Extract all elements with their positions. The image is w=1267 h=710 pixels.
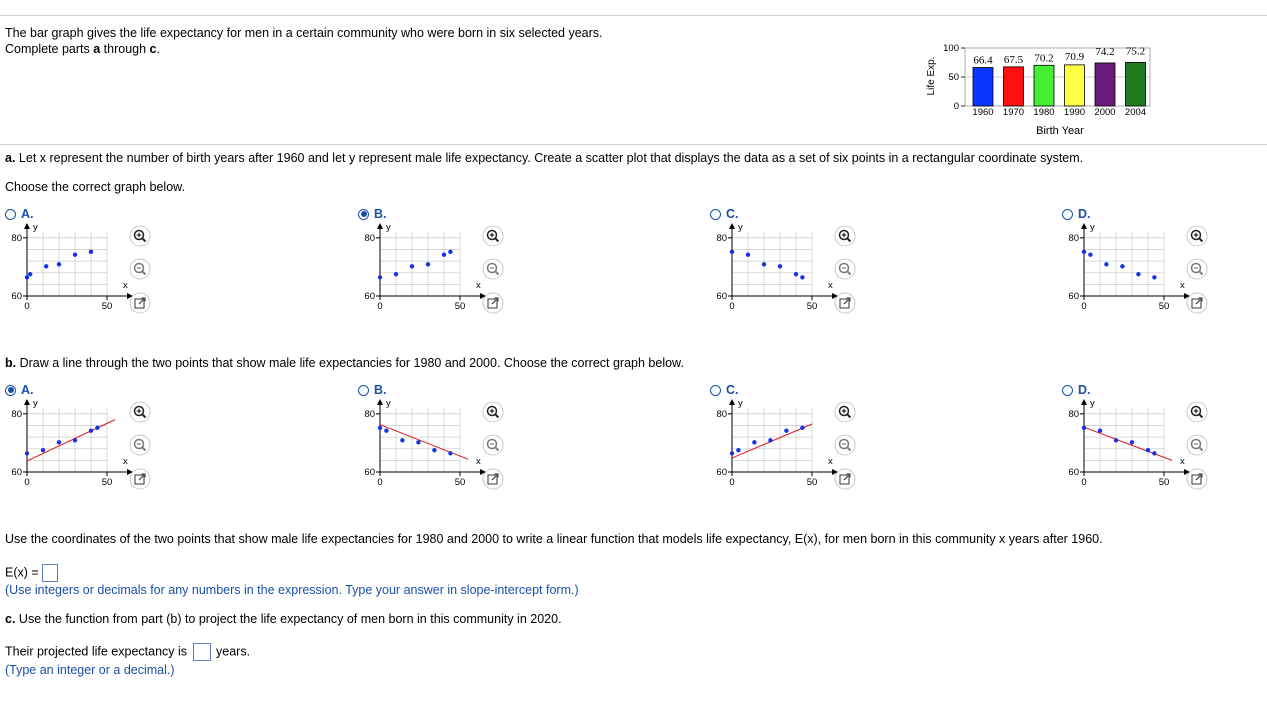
radio-button[interactable] xyxy=(710,385,721,396)
data-point xyxy=(1152,275,1156,279)
y-tick-60: 60 xyxy=(11,291,22,302)
data-point xyxy=(730,451,734,455)
part-c-question xyxy=(5,612,562,627)
zoom-out-icon[interactable] xyxy=(1186,434,1208,456)
data-point xyxy=(89,428,93,432)
bar-value-label-1980: 70.2 xyxy=(1034,52,1054,65)
part-b-option-a[interactable] xyxy=(5,383,34,397)
radio-button[interactable] xyxy=(710,209,721,220)
x-tick-0: 0 xyxy=(729,301,735,312)
data-point xyxy=(25,275,29,279)
part-a-option-d[interactable] xyxy=(1062,207,1091,221)
radio-button[interactable] xyxy=(358,385,369,396)
part-a-graph-d xyxy=(1058,222,1193,322)
y-tick-80: 80 xyxy=(11,232,22,244)
y-tick-60: 60 xyxy=(1068,467,1079,478)
part-c-answer-post: years. xyxy=(216,644,251,659)
zoom-out-icon[interactable] xyxy=(482,258,504,280)
x-axis-label: x xyxy=(1180,280,1185,291)
radio-button[interactable] xyxy=(1062,209,1073,220)
x-tick-50: 50 xyxy=(806,301,818,312)
intro-line-1: The bar graph gives the life expectancy for men in a certain community who were born in six selected years. xyxy=(5,26,603,40)
y-tick-60: 60 xyxy=(364,291,375,302)
y-axis-label: y xyxy=(738,398,743,409)
data-point xyxy=(730,250,734,254)
x-axis-label: x xyxy=(1180,456,1185,467)
zoom-in-icon[interactable] xyxy=(1186,225,1208,247)
popout-icon[interactable] xyxy=(834,468,856,490)
data-point xyxy=(400,438,404,442)
x-tick-50: 50 xyxy=(454,301,466,312)
bar-ytick-label-0: 0 xyxy=(953,101,959,112)
option-letter: A. xyxy=(21,207,34,221)
bar-value-label-2000: 74.2 xyxy=(1095,45,1115,58)
part-a-prompt: Choose the correct graph below. xyxy=(5,180,185,194)
y-axis-label: y xyxy=(33,222,38,233)
part-a-option-b[interactable] xyxy=(358,207,387,221)
x-tick-50: 50 xyxy=(1158,477,1170,488)
data-point xyxy=(448,250,452,254)
y-tick-80: 80 xyxy=(11,408,22,420)
part-b-graph-c xyxy=(706,398,841,498)
popout-icon[interactable] xyxy=(129,468,151,490)
data-point xyxy=(752,440,756,444)
x-axis-label: x xyxy=(123,456,128,467)
option-letter: B. xyxy=(374,383,387,397)
radio-button[interactable] xyxy=(358,209,369,220)
bar-category-label-2004: 2004 xyxy=(1124,107,1147,118)
zoom-in-icon[interactable] xyxy=(129,401,151,423)
popout-icon[interactable] xyxy=(1186,292,1208,314)
x-axis-label: x xyxy=(123,280,128,291)
zoom-in-icon[interactable] xyxy=(834,225,856,247)
data-point xyxy=(1098,428,1102,432)
data-point xyxy=(44,264,48,268)
part-c-answer-pre: Their projected life expectancy is xyxy=(5,644,188,659)
part-c-label: c. xyxy=(5,612,16,626)
data-point xyxy=(41,448,45,452)
option-letter: D. xyxy=(1078,207,1091,221)
y-axis-label: y xyxy=(1090,398,1095,409)
zoom-in-icon[interactable] xyxy=(834,401,856,423)
x-tick-0: 0 xyxy=(24,301,30,312)
data-point xyxy=(1120,264,1124,268)
data-point xyxy=(736,448,740,452)
zoom-out-icon[interactable] xyxy=(1186,258,1208,280)
part-c-text: Use the function from part (b) to project the life expectancy of men born in this community in 2020. xyxy=(15,612,562,626)
part-a-label: a. xyxy=(5,151,16,165)
data-point xyxy=(448,451,452,455)
part-a-graph-a xyxy=(1,222,136,322)
y-tick-60: 60 xyxy=(716,467,727,478)
y-tick-60: 60 xyxy=(11,467,22,478)
bar-category-label-1980: 1980 xyxy=(1033,107,1055,118)
option-letter: B. xyxy=(374,207,387,221)
radio-button[interactable] xyxy=(5,385,16,396)
y-tick-80: 80 xyxy=(1068,232,1079,244)
x-tick-0: 0 xyxy=(729,477,735,488)
intro-a: a xyxy=(93,42,101,56)
part-b-followup: Use the coordinates of the two points that show male life expectancies for 1980 and 2000 to write a linear function that models life expectancy, E(x), for men born in this community x years after 1960. xyxy=(5,532,1103,546)
y-tick-60: 60 xyxy=(716,291,727,302)
data-point xyxy=(378,426,382,430)
part-b-hint: (Use integers or decimals for any numbers in the expression. Type your answer in slope-intercept form.) xyxy=(5,583,579,597)
top-divider xyxy=(0,15,1267,16)
part-b-graph-b xyxy=(354,398,489,498)
x-axis-label: x xyxy=(828,456,833,467)
x-axis-label: x xyxy=(828,280,833,291)
part-a-graph-b xyxy=(354,222,489,322)
zoom-out-icon[interactable] xyxy=(129,434,151,456)
option-letter: A. xyxy=(21,383,34,397)
y-tick-80: 80 xyxy=(716,408,727,420)
data-point xyxy=(442,252,446,256)
data-point xyxy=(768,438,772,442)
y-axis-label: y xyxy=(1090,222,1095,233)
part-a-option-c[interactable] xyxy=(710,207,739,221)
intro-c: c xyxy=(149,42,157,56)
y-tick-80: 80 xyxy=(364,232,375,244)
part-b-graph-d xyxy=(1058,398,1193,498)
data-point xyxy=(1146,448,1150,452)
zoom-out-icon[interactable] xyxy=(834,434,856,456)
bar-1980 xyxy=(1034,65,1054,106)
part-c-answer-row xyxy=(5,643,250,661)
x-tick-0: 0 xyxy=(377,477,383,488)
popout-icon[interactable] xyxy=(1186,468,1208,490)
data-point xyxy=(426,262,430,266)
bar-value-label-1970: 67.5 xyxy=(1003,53,1024,66)
data-point xyxy=(1082,250,1086,254)
data-point xyxy=(394,272,398,276)
ex-answer-input[interactable] xyxy=(42,564,58,582)
x-tick-50: 50 xyxy=(1158,301,1170,312)
model-line xyxy=(1084,427,1172,460)
data-point xyxy=(778,264,782,268)
radio-button[interactable] xyxy=(1062,385,1073,396)
part-b-option-c[interactable] xyxy=(710,383,739,397)
data-point xyxy=(95,426,99,430)
x-tick-0: 0 xyxy=(24,477,30,488)
bar-value-label-1960: 66.4 xyxy=(973,54,993,67)
data-point xyxy=(57,440,61,444)
x-tick-50: 50 xyxy=(806,477,818,488)
zoom-in-icon[interactable] xyxy=(129,225,151,247)
y-tick-80: 80 xyxy=(1068,408,1079,420)
zoom-out-icon[interactable] xyxy=(482,434,504,456)
x-tick-50: 50 xyxy=(101,477,113,488)
part-a-option-a[interactable] xyxy=(5,207,34,221)
y-axis-label: y xyxy=(33,398,38,409)
y-tick-60: 60 xyxy=(1068,291,1079,302)
bar-ytick-label-100: 100 xyxy=(943,43,959,54)
data-point xyxy=(25,451,29,455)
part-b-label: b. xyxy=(5,356,17,370)
bar-1960 xyxy=(973,67,993,106)
x-tick-0: 0 xyxy=(1081,301,1087,312)
option-letter: D. xyxy=(1078,383,1091,397)
projected-expectancy-input[interactable] xyxy=(193,643,211,661)
bar-ytick-label-50: 50 xyxy=(948,72,959,83)
y-tick-80: 80 xyxy=(716,232,727,244)
option-letter: C. xyxy=(726,383,739,397)
bar-2000 xyxy=(1095,63,1115,106)
data-point xyxy=(1104,262,1108,266)
part-b-answer-row xyxy=(5,564,58,582)
data-point xyxy=(410,264,414,268)
bar-category-label-1990: 1990 xyxy=(1063,107,1086,118)
part-b-question xyxy=(5,356,684,371)
data-point xyxy=(762,262,766,266)
intro-pre: Complete parts xyxy=(5,42,94,56)
zoom-out-icon[interactable] xyxy=(129,258,151,280)
data-point xyxy=(1152,451,1156,455)
x-axis-label: x xyxy=(476,456,481,467)
data-point xyxy=(416,440,420,444)
bar-value-label-1990: 70.9 xyxy=(1064,50,1085,63)
data-point xyxy=(800,275,804,279)
life-expectancy-bar-chart xyxy=(920,36,1160,142)
zoom-out-icon[interactable] xyxy=(834,258,856,280)
data-point xyxy=(794,272,798,276)
intro-mid: through xyxy=(100,42,150,56)
x-tick-50: 50 xyxy=(101,301,113,312)
part-a-question xyxy=(5,151,1083,166)
intro-end: . xyxy=(156,42,160,56)
bar-2004 xyxy=(1126,62,1146,106)
part-a-text: Let x represent the number of birth years after 1960 and let y represent male life expectancy. Create a scatter plot that displays the data as a set of six points in a rectangular coordinate system. xyxy=(15,151,1084,165)
bar-value-label-2004: 75.2 xyxy=(1125,45,1146,58)
data-point xyxy=(746,252,750,256)
y-axis-label: y xyxy=(386,398,391,409)
data-point xyxy=(73,252,77,256)
data-point xyxy=(1114,438,1118,442)
data-point xyxy=(73,438,77,442)
radio-button[interactable] xyxy=(5,209,16,220)
part-a-graph-c xyxy=(706,222,841,322)
bar-xlabel: Birth Year xyxy=(1036,125,1084,137)
zoom-in-icon[interactable] xyxy=(482,401,504,423)
bar-ylabel: Life Exp. xyxy=(926,56,937,96)
data-point xyxy=(800,426,804,430)
zoom-in-icon[interactable] xyxy=(482,225,504,247)
option-letter: C. xyxy=(726,207,739,221)
x-tick-50: 50 xyxy=(454,477,466,488)
popout-icon[interactable] xyxy=(482,292,504,314)
data-point xyxy=(28,272,32,276)
data-point xyxy=(1088,252,1092,256)
part-b-text: Draw a line through the two points that show male life expectancies for 1980 and 2000. Choose the correct graph below. xyxy=(16,356,684,370)
answer-label-ex: E(x) = xyxy=(5,565,39,580)
y-tick-60: 60 xyxy=(364,467,375,478)
data-point xyxy=(378,275,382,279)
part-b-graph-a xyxy=(1,398,136,498)
data-point xyxy=(1082,426,1086,430)
data-point xyxy=(784,428,788,432)
bar-1970 xyxy=(1004,67,1024,106)
data-point xyxy=(384,428,388,432)
bar-category-label-2000: 2000 xyxy=(1094,107,1116,118)
model-line xyxy=(380,425,468,460)
x-tick-0: 0 xyxy=(377,301,383,312)
data-point xyxy=(57,262,61,266)
y-tick-80: 80 xyxy=(364,408,375,420)
bar-category-label-1960: 1960 xyxy=(972,107,994,118)
data-point xyxy=(1136,272,1140,276)
data-point xyxy=(432,448,436,452)
data-point xyxy=(1130,440,1134,444)
x-tick-0: 0 xyxy=(1081,477,1087,488)
bar-category-label-1970: 1970 xyxy=(1002,107,1025,118)
intro-line-2 xyxy=(5,42,160,57)
part-b-option-b[interactable] xyxy=(358,383,387,397)
popout-icon[interactable] xyxy=(482,468,504,490)
section-divider xyxy=(0,144,1267,145)
part-c-hint: (Type an integer or a decimal.) xyxy=(5,663,175,677)
part-b-option-d[interactable] xyxy=(1062,383,1091,397)
y-axis-label: y xyxy=(738,222,743,233)
bar-1990 xyxy=(1065,65,1085,106)
x-axis-label: x xyxy=(476,280,481,291)
zoom-in-icon[interactable] xyxy=(1186,401,1208,423)
y-axis-label: y xyxy=(386,222,391,233)
popout-icon[interactable] xyxy=(834,292,856,314)
popout-icon[interactable] xyxy=(129,292,151,314)
data-point xyxy=(89,250,93,254)
